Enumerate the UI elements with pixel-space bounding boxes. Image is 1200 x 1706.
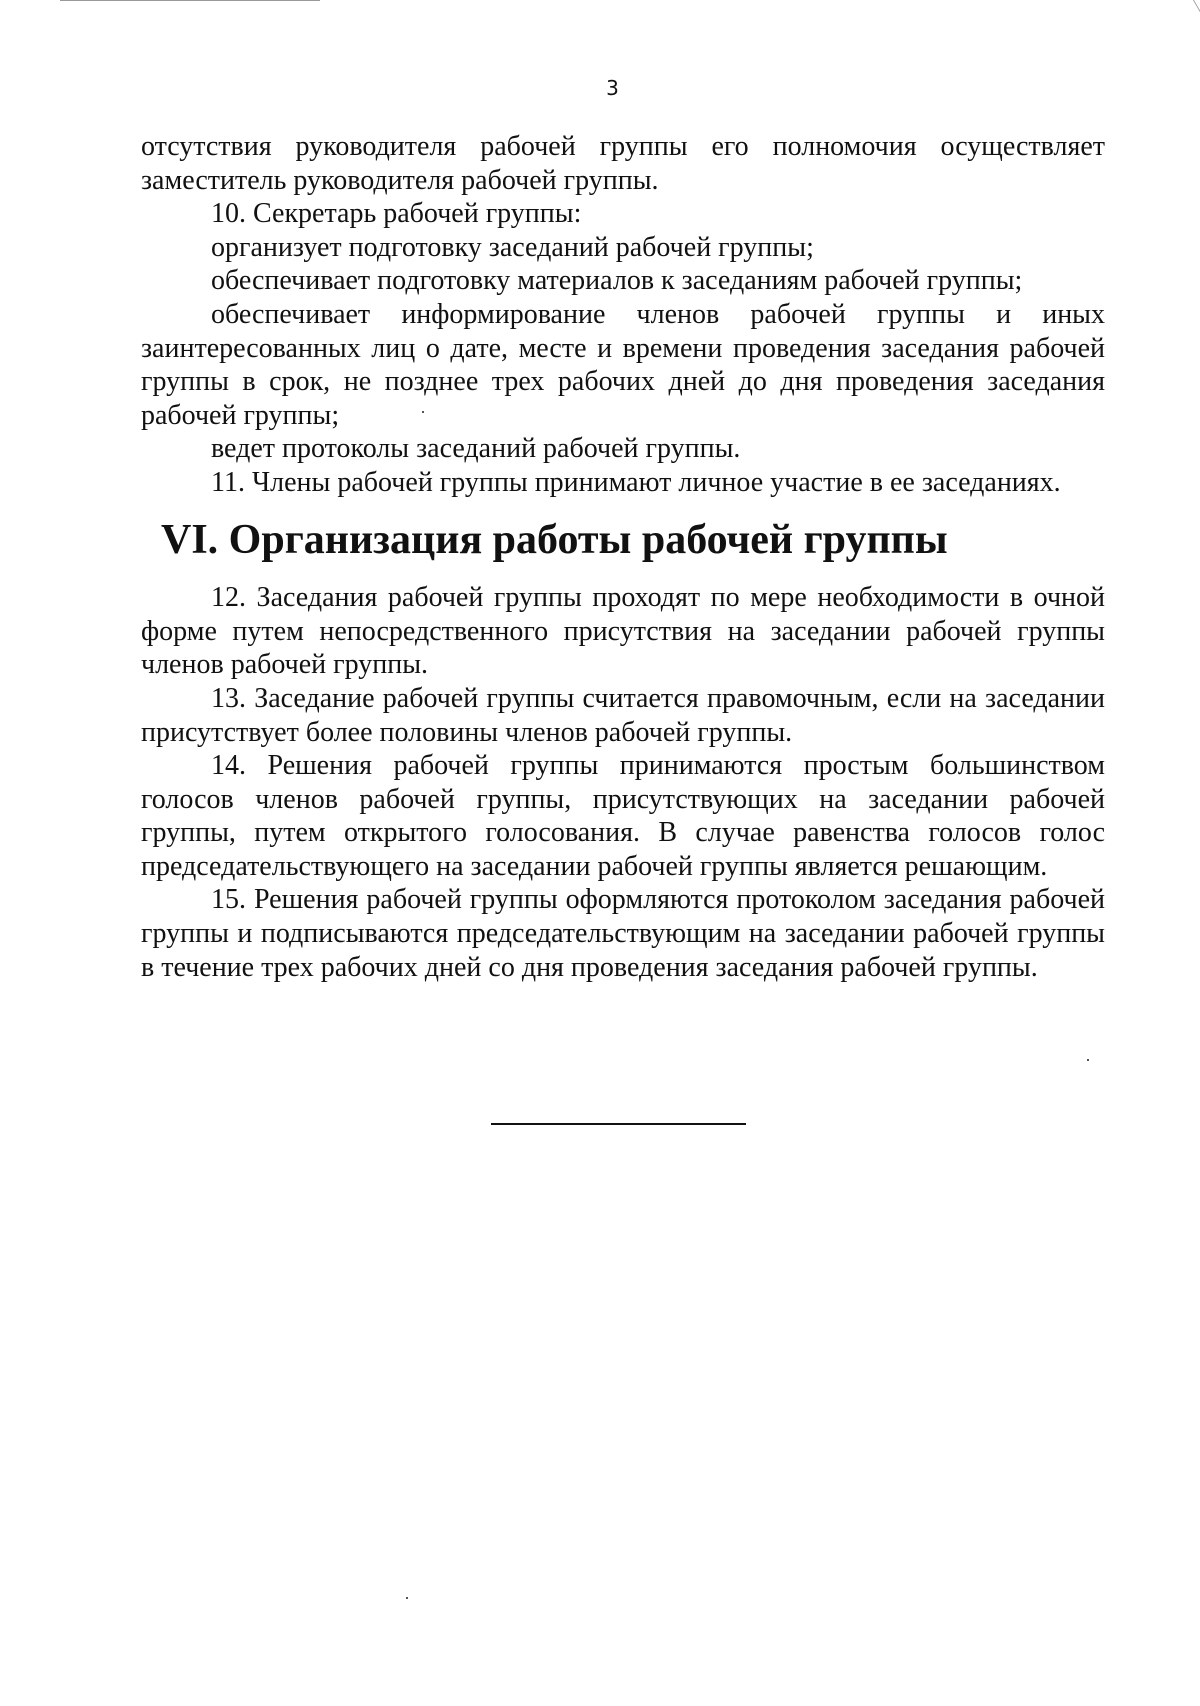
section-heading: VI. Организация работы рабочей группы — [161, 516, 948, 563]
scan-speck — [406, 1597, 408, 1599]
paragraph: 13. Заседание рабочей группы считается правомочным, если на заседании присутствует более половины членов рабочей группы. — [141, 682, 1105, 748]
paragraph: отсутствия руководителя рабочей группы его полномочия осуществляет заместитель руководителя рабочей группы. — [141, 131, 1105, 196]
page-number: 3 — [606, 76, 619, 100]
paragraph: ведет протоколы заседаний рабочей группы. — [211, 433, 741, 465]
paragraph: 11. Члены рабочей группы принимают личное участие в ее заседаниях. — [211, 466, 1061, 498]
end-of-document-rule — [491, 1123, 746, 1125]
paragraph: 12. Заседания рабочей группы проходят по мере необходимости в очной форме путем непосредственного присутствия на заседании рабочей группы членов рабочей группы. — [141, 582, 1105, 681]
paragraph: обеспечивает подготовку материалов к заседаниям рабочей группы; — [211, 265, 1023, 297]
paragraph: 10. Секретарь рабочей группы: — [211, 198, 582, 230]
paragraph: обеспечивает информирование членов рабочей группы и иных заинтересованных лиц о дате, месте и времени проведения заседания рабочей группы в срок, не позднее трех рабочих дней до дня проведения заседания рабочей группы; — [141, 298, 1105, 431]
scan-speck — [1087, 1059, 1089, 1061]
document-body — [141, 130, 1105, 984]
paragraph: 14. Решения рабочей группы принимаются простым большинством голосов членов рабочей группы, присутствующих на заседании рабочей группы, путем открытого голосования. В случае равенства голосов голос председательствующего на заседании рабочей группы является решающим. — [141, 750, 1105, 882]
scan-corner-mark — [1179, 0, 1200, 14]
scan-edge-line — [60, 0, 320, 1]
paragraph: 15. Решения рабочей группы оформляются протоколом заседания рабочей группы и подписываются председательствующим на заседании рабочей группы в течение трех рабочих дней со дня проведения заседания рабочей группы. — [141, 884, 1105, 983]
paragraph: организует подготовку заседаний рабочей группы; — [211, 231, 814, 263]
scan-speck — [422, 411, 424, 413]
